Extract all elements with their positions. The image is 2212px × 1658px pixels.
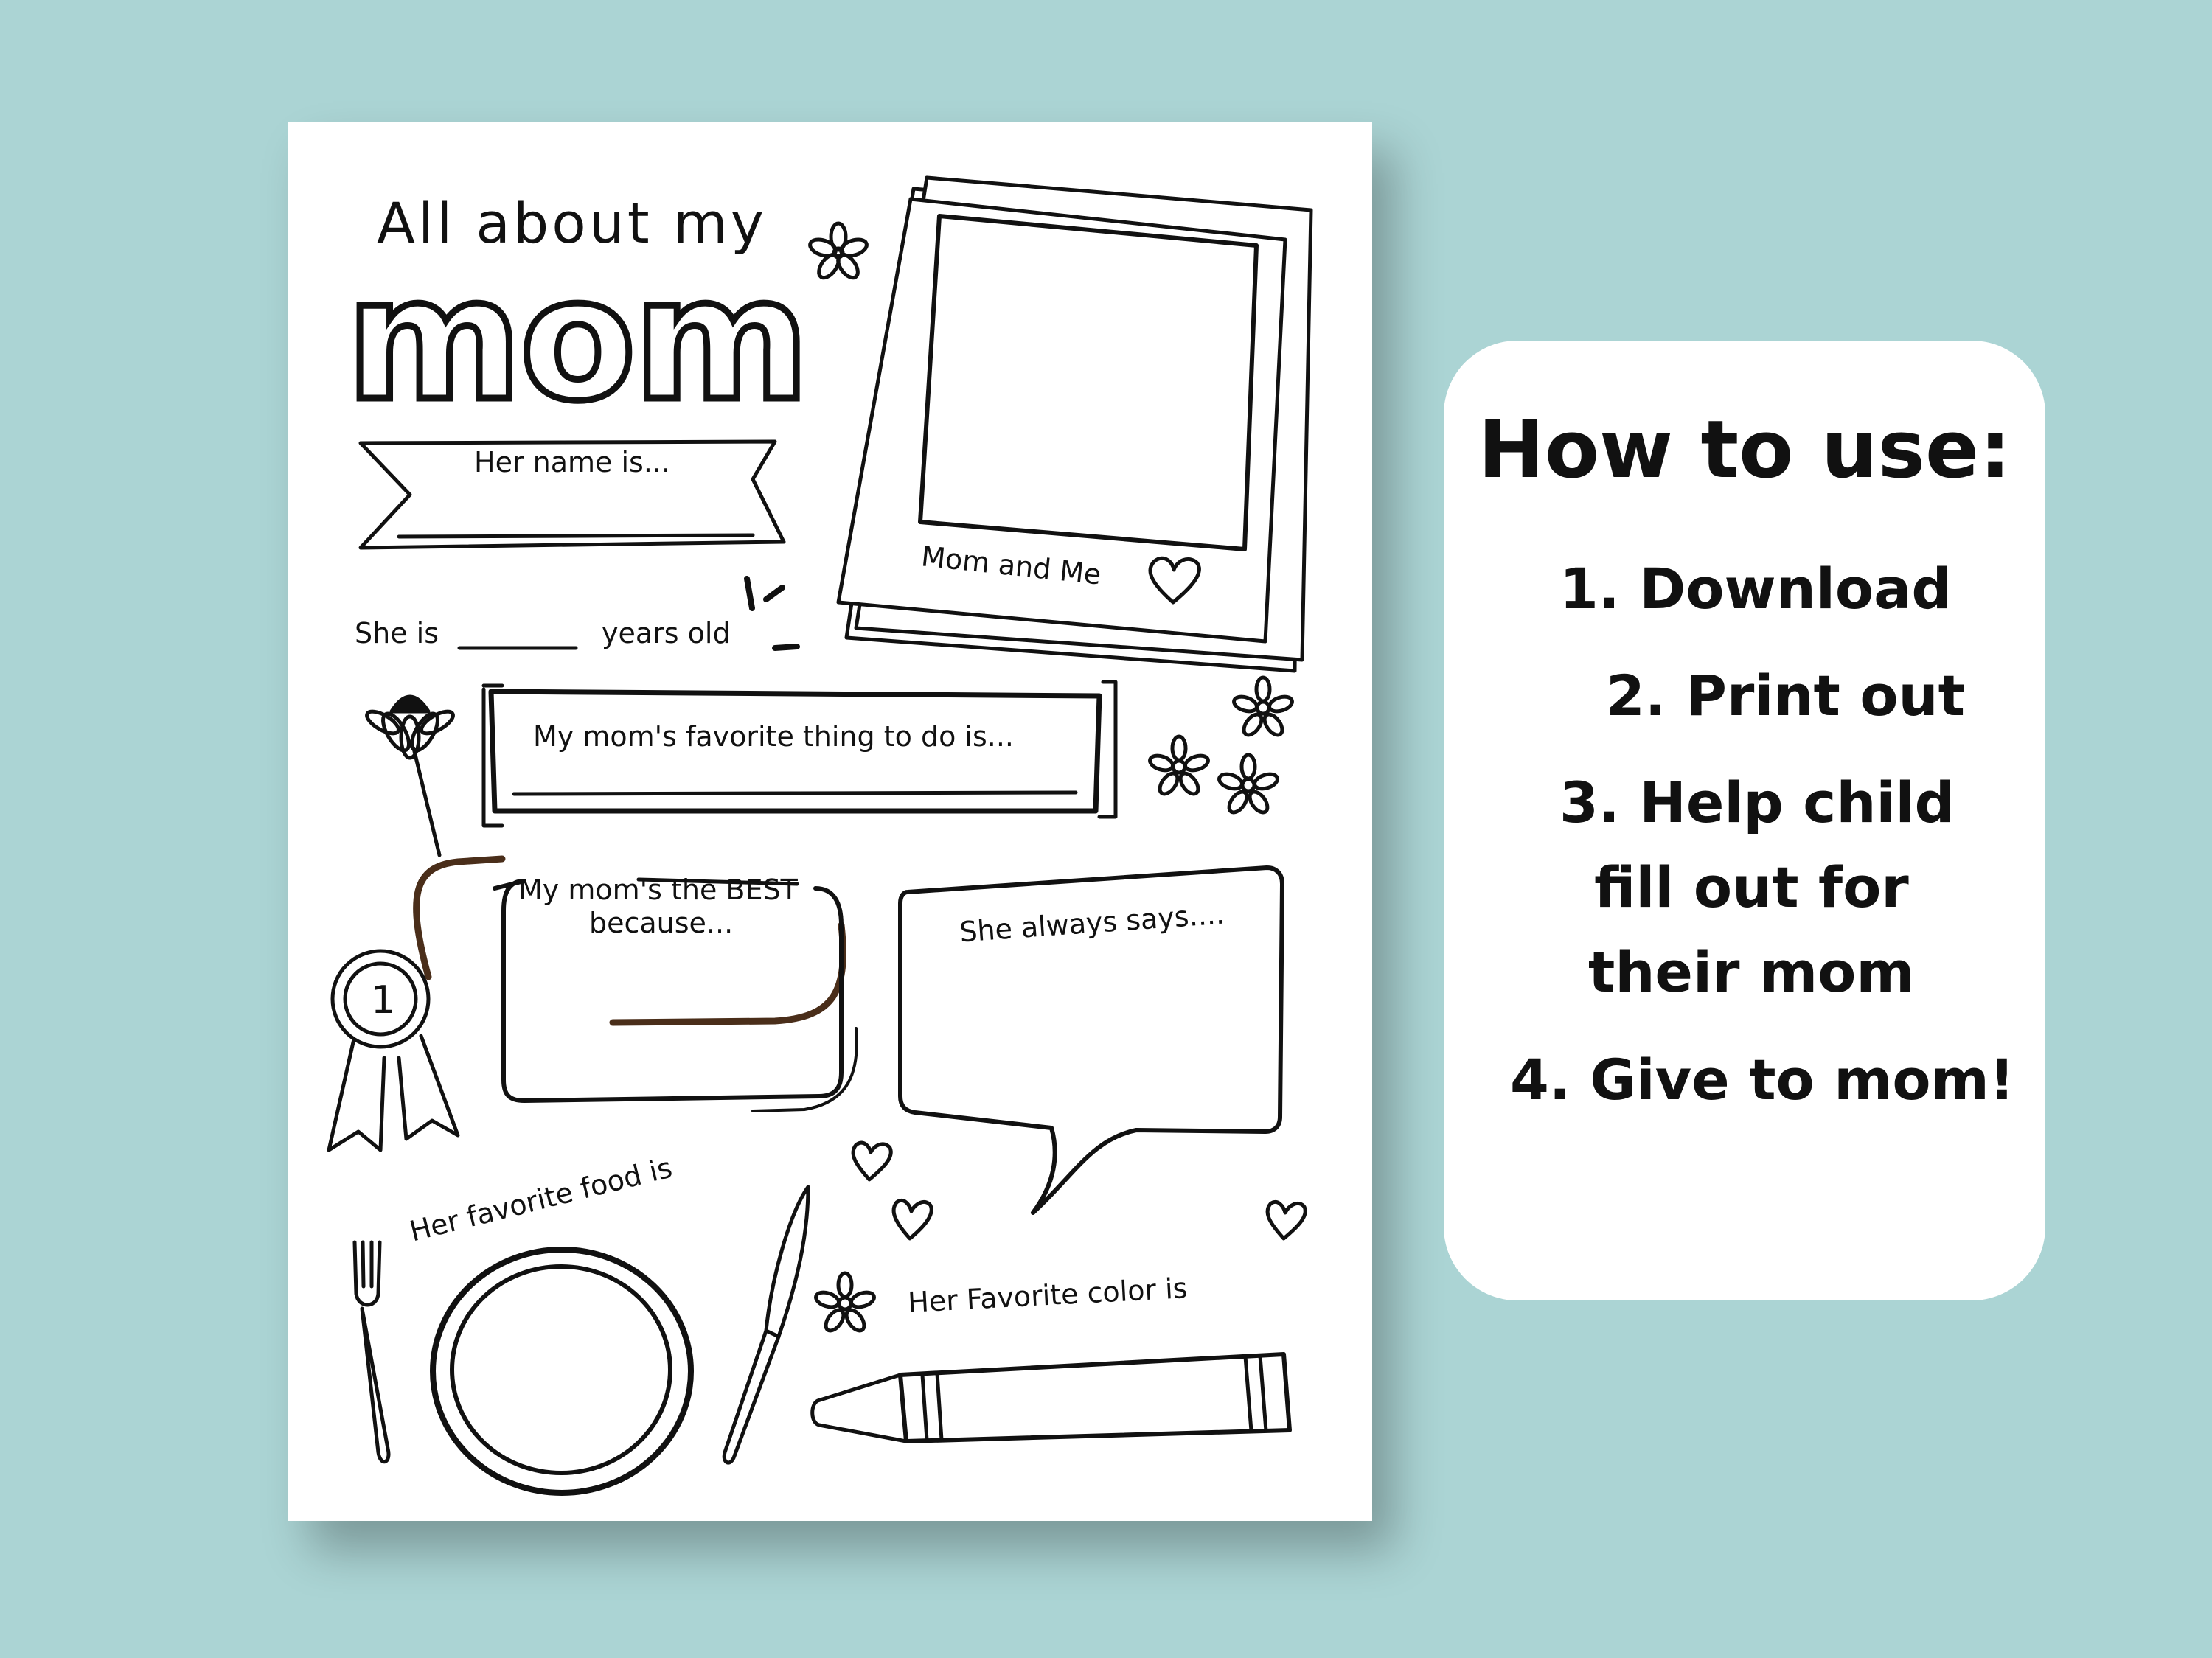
favorite-thing-label: My mom's favorite thing to do is... [533,720,1014,753]
heart-icon [1267,1202,1305,1239]
worksheet-title: All about my [377,190,767,256]
best-label-line2: because... [589,907,734,939]
favorite-food-label: Her favorite food is [406,1151,675,1248]
step-2: 2. Print out [1606,663,1965,728]
favorite-thing-box [484,682,1116,826]
award-number: 1 [371,978,396,1023]
heart-icon [853,1143,891,1180]
photo-caption: Mom and Me [919,540,1103,591]
knife-icon [724,1187,808,1463]
flower-icon [1217,755,1279,815]
age-suffix: years old [602,617,731,649]
flower-icon [814,1273,876,1334]
step-1: 1. Download [1559,556,1952,621]
crayon-icon [813,1354,1290,1441]
instructions-title: How to use: [1478,404,2011,496]
daisy-icon [364,697,456,855]
always-says-label: She always says.... [958,897,1226,949]
step-4: 4. Give to mom! [1510,1047,2015,1112]
flower-icon [1148,736,1210,797]
favorite-color-label: Her Favorite color is [907,1272,1189,1319]
photo-frame [838,178,1311,671]
heart-icon [894,1200,931,1239]
flower-icon [1232,678,1294,738]
fork-icon [355,1242,389,1462]
name-label: Her name is... [474,446,671,478]
step-3-line2: fill out for [1594,854,1909,920]
flower-icon [808,223,869,281]
plate-icon [433,1250,691,1493]
best-label-line1: My mom's the BEST [518,874,798,906]
age-prefix: She is [355,617,439,649]
instructions-card [1444,341,2045,1300]
mom-heading: mom [346,242,807,439]
step-3-line3: their mom [1588,939,1915,1005]
step-3-line1: 3. Help child [1559,770,1955,835]
worksheet-page [288,122,1372,1521]
